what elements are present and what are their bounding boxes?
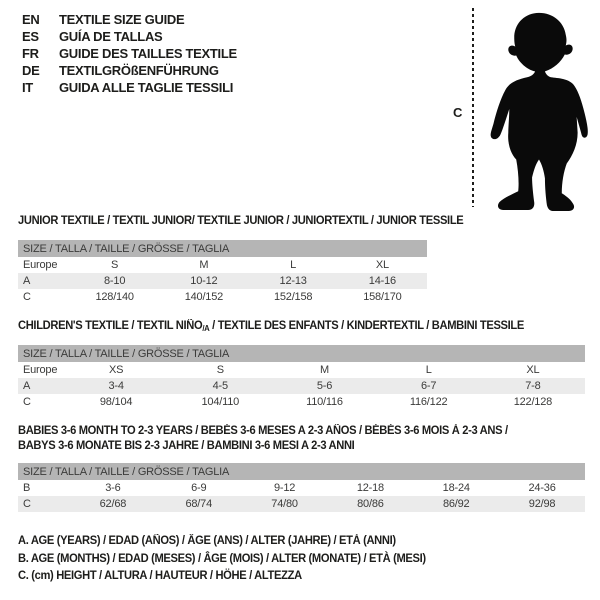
measurement-legend — [18, 533, 426, 586]
size-cell: XL — [526, 364, 540, 376]
legend-line-c: C. (cm) HEIGHT / ALTURA / HAUTEUR / HÖHE / ALTEZZA — [18, 570, 302, 582]
junior-section-title — [18, 214, 463, 229]
language-title-list — [22, 11, 237, 96]
age-cell: 18-24 — [442, 482, 470, 494]
age-cell: 3-4 — [64, 378, 168, 394]
height-cell: 158/170 — [363, 291, 402, 303]
language-row — [22, 45, 237, 62]
size-header-row — [18, 345, 585, 362]
language-code: DE — [22, 63, 40, 78]
size-cell: L — [290, 259, 297, 271]
age-cell: 10-12 — [159, 273, 248, 289]
age-cell: 12-13 — [249, 273, 338, 289]
height-cell: 80/86 — [327, 496, 413, 512]
row-label: C — [23, 291, 31, 303]
size-header-label: SIZE / TALLA / TAILLE / GRÖSSE / TAGLIA — [18, 240, 427, 257]
age-cell: 6-7 — [377, 378, 481, 394]
size-cell: S — [216, 364, 224, 376]
language-code: EN — [22, 12, 40, 27]
size-cell: XL — [375, 259, 389, 271]
row-label: Europe — [23, 259, 58, 271]
age-cell: 14-16 — [338, 273, 427, 289]
height-cell: 62/68 — [70, 496, 156, 512]
language-code: FR — [22, 46, 39, 61]
children-size-table — [18, 345, 585, 410]
children-section-title — [18, 319, 524, 336]
language-row — [22, 79, 237, 96]
language-row — [22, 11, 237, 28]
age-cell: 9-12 — [273, 482, 296, 494]
size-cell: M — [319, 364, 329, 376]
language-title: GUIDA ALLE TAGLIE TESSILI — [59, 80, 234, 95]
height-cell: 98/104 — [99, 396, 133, 408]
height-cell: 116/122 — [409, 396, 448, 408]
table-row — [18, 273, 427, 289]
table-row — [18, 362, 585, 378]
language-title: GUIDE DES TAILLES TEXTILE — [59, 46, 237, 61]
height-cell: 152/158 — [273, 291, 313, 303]
table-row — [18, 378, 585, 394]
table-row — [18, 289, 427, 305]
language-code: ES — [22, 29, 39, 44]
size-header-label: SIZE / TALLA / TAILLE / GRÖSSE / TAGLIA — [18, 463, 585, 480]
row-label: Europe — [23, 364, 58, 376]
height-cell: 128/140 — [95, 291, 134, 303]
row-label: C — [23, 396, 31, 408]
age-cell: 3-6 — [105, 482, 121, 494]
size-cell: M — [199, 259, 209, 271]
children-title-text: CHILDREN'S TEXTILE / TEXTIL NIÑO — [18, 320, 203, 332]
height-measure-dotted-line — [472, 8, 474, 207]
language-row — [22, 62, 237, 79]
age-cell: 5-6 — [272, 378, 376, 394]
age-cell: 6-9 — [191, 482, 207, 494]
table-row — [18, 257, 427, 273]
size-cell: S — [111, 259, 119, 271]
size-cell: L — [425, 364, 432, 376]
language-title: TEXTILE SIZE GUIDE — [59, 12, 185, 27]
height-cell: 110/116 — [306, 396, 343, 408]
language-title: TEXTILGRÖßENFÜHRUNG — [59, 63, 219, 78]
age-cell: 12-18 — [356, 482, 384, 494]
legend-line-a: A. AGE (YEARS) / EDAD (AÑOS) / ÂGE (ANS) / ALTER (JAHRE) / ETÀ (ANNI) — [18, 535, 396, 547]
junior-title-text: JUNIOR TEXTILE / TEXTIL JUNIOR/ TEXTILE JUNIOR / JUNIORTEXTIL / JUNIOR TESSILE — [18, 215, 464, 227]
height-cell: 86/92 — [413, 496, 499, 512]
row-label: A — [18, 378, 64, 394]
row-label: A — [18, 273, 70, 289]
legend-line-b: B. AGE (MONTHS) / EDAD (MESES) / ÂGE (MOIS) / ALTER (MONATE) / ETÀ (MESI) — [18, 552, 426, 565]
language-code: IT — [22, 80, 33, 95]
language-row — [22, 28, 237, 45]
row-label: C — [18, 496, 70, 512]
size-header-row — [18, 463, 585, 480]
toddler-silhouette-image — [482, 3, 596, 213]
height-cell: 140/152 — [184, 291, 224, 303]
size-cell: XS — [108, 364, 124, 376]
height-measure-label: C — [453, 105, 463, 120]
height-cell: 68/74 — [156, 496, 242, 512]
children-title-text: / TEXTILE DES ENFANTS / KINDERTEXTIL / BAMBINI TESSILE — [209, 320, 524, 332]
children-title-subscript: /A — [202, 324, 210, 333]
language-title: GUÍA DE TALLAS — [59, 29, 163, 44]
size-header-row — [18, 240, 427, 257]
row-label: B — [23, 482, 31, 494]
babies-title-line2: BABYS 3-6 MONATE BIS 2-3 JAHRE / BAMBINI 3-6 MESI A 2-3 ANNI — [18, 440, 355, 452]
table-row — [18, 480, 585, 496]
babies-title-line1: BABIES 3-6 MONTH TO 2-3 YEARS / BEBÉS 3-6 MESES A 2-3 AÑOS / BÉBÉS 3-6 MOIS À 2-3 ANS / — [18, 425, 508, 437]
age-cell: 24-36 — [528, 482, 556, 494]
age-cell: 4-5 — [168, 378, 272, 394]
babies-section-title — [18, 424, 508, 454]
age-cell: 7-8 — [481, 378, 585, 394]
junior-size-table — [18, 240, 427, 305]
height-cell: 122/128 — [513, 396, 553, 408]
babies-size-table — [18, 463, 585, 512]
height-cell: 74/80 — [242, 496, 328, 512]
height-cell: 92/98 — [499, 496, 585, 512]
age-cell: 8-10 — [70, 273, 159, 289]
table-row — [18, 394, 585, 410]
size-header-label: SIZE / TALLA / TAILLE / GRÖSSE / TAGLIA — [18, 345, 585, 362]
height-cell: 104/110 — [201, 396, 240, 408]
table-row — [18, 496, 585, 512]
